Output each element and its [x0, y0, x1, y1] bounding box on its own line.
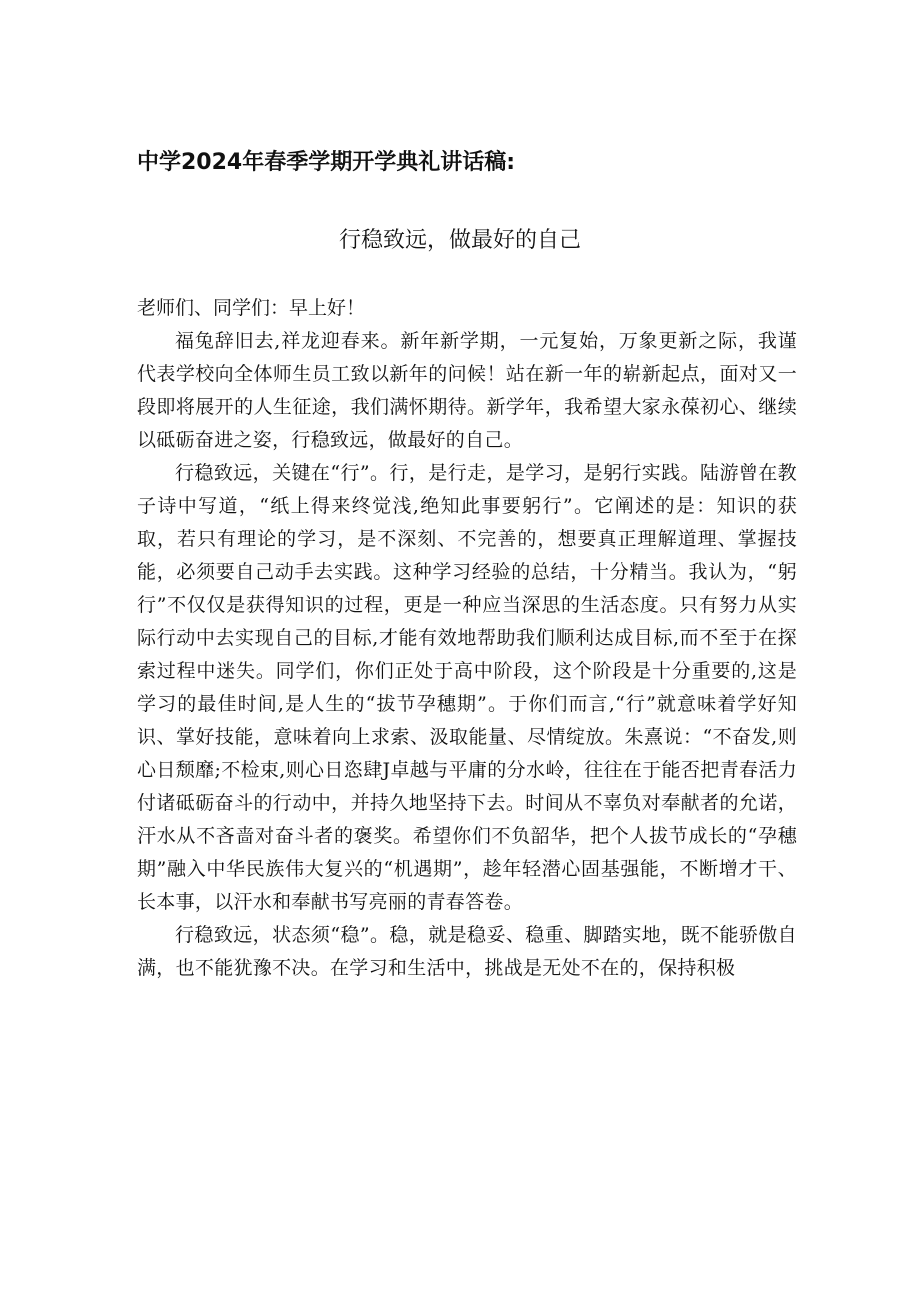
paragraph-opening: 福兔辞旧去,祥龙迎春来。新年新学期，一元复始，万象更新之际，我谨代表学校向全体师生员工致以新年的问候！站在新一年的崭新起点，面对又一段即将展开的人生征途，我们满怀期待。新学年，我希望大家永葆初心、继续以砥砺奋进之姿，行稳致远，做最好的自己。: [137, 330, 797, 451]
speech-body: [137, 325, 797, 985]
salutation: 老师们、同学们：早上好！: [137, 297, 366, 319]
paragraph-xing: 行稳致远，关键在“行”。行，是行走，是学习，是躬行实践。陆游曾在教子诗中写道，“纸上得来终觉浅,绝知此事要躬行”。它阐述的是：知识的获取，若只有理论的学习，是不深刻、不完善的，想要真正理解道理、掌握技能，必须要自己动手去实践。这种学习经验的总结，十分精当。我认为，“躬行”不仅仅是获得知识的过程，更是一种应当深思的生活态度。只有努力从实际行动中去实现自己的目标,才能有效地帮助我们顺利达成目标,而不至于在探索过程中迷失。同学们，你们正处于高中阶段，这个阶段是十分重要的,这是学习的最佳时间,是人生的“拔节孕穗期”。于你们而言,“行”就意味着学好知识、掌好技能，意味着向上求索、汲取能量、尽情绽放。朱熹说：“不奋发,则心日颓靡;不检束,则心日恣肆J卓越与平庸的分水岭，往往在于能否把青春活力付诸砥砺奋斗的行动中，并持久地坚持下去。时间从不辜负对奉献者的允诺，汗水从不吝啬对奋斗者的褒奖。希望你们不负韶华，把个人拔节成长的“孕穗期”融入中华民族伟大复兴的“机遇期”，趁年轻潜心固基强能，不断增才干、长本事，以汗水和奉献书写亮丽的青春答卷。: [137, 462, 797, 913]
document-subtitle: 行稳致远，做最好的自己: [338, 228, 581, 253]
document-title: 中学2024年春季学期开学典礼讲话稿:: [137, 150, 516, 175]
paragraph-wen: 行稳致远，状态须“稳”。稳，就是稳妥、稳重、脚踏实地，既不能骄傲自满，也不能犹豫不决。在学习和生活中，挑战是无处不在的，保持积极: [137, 924, 797, 979]
